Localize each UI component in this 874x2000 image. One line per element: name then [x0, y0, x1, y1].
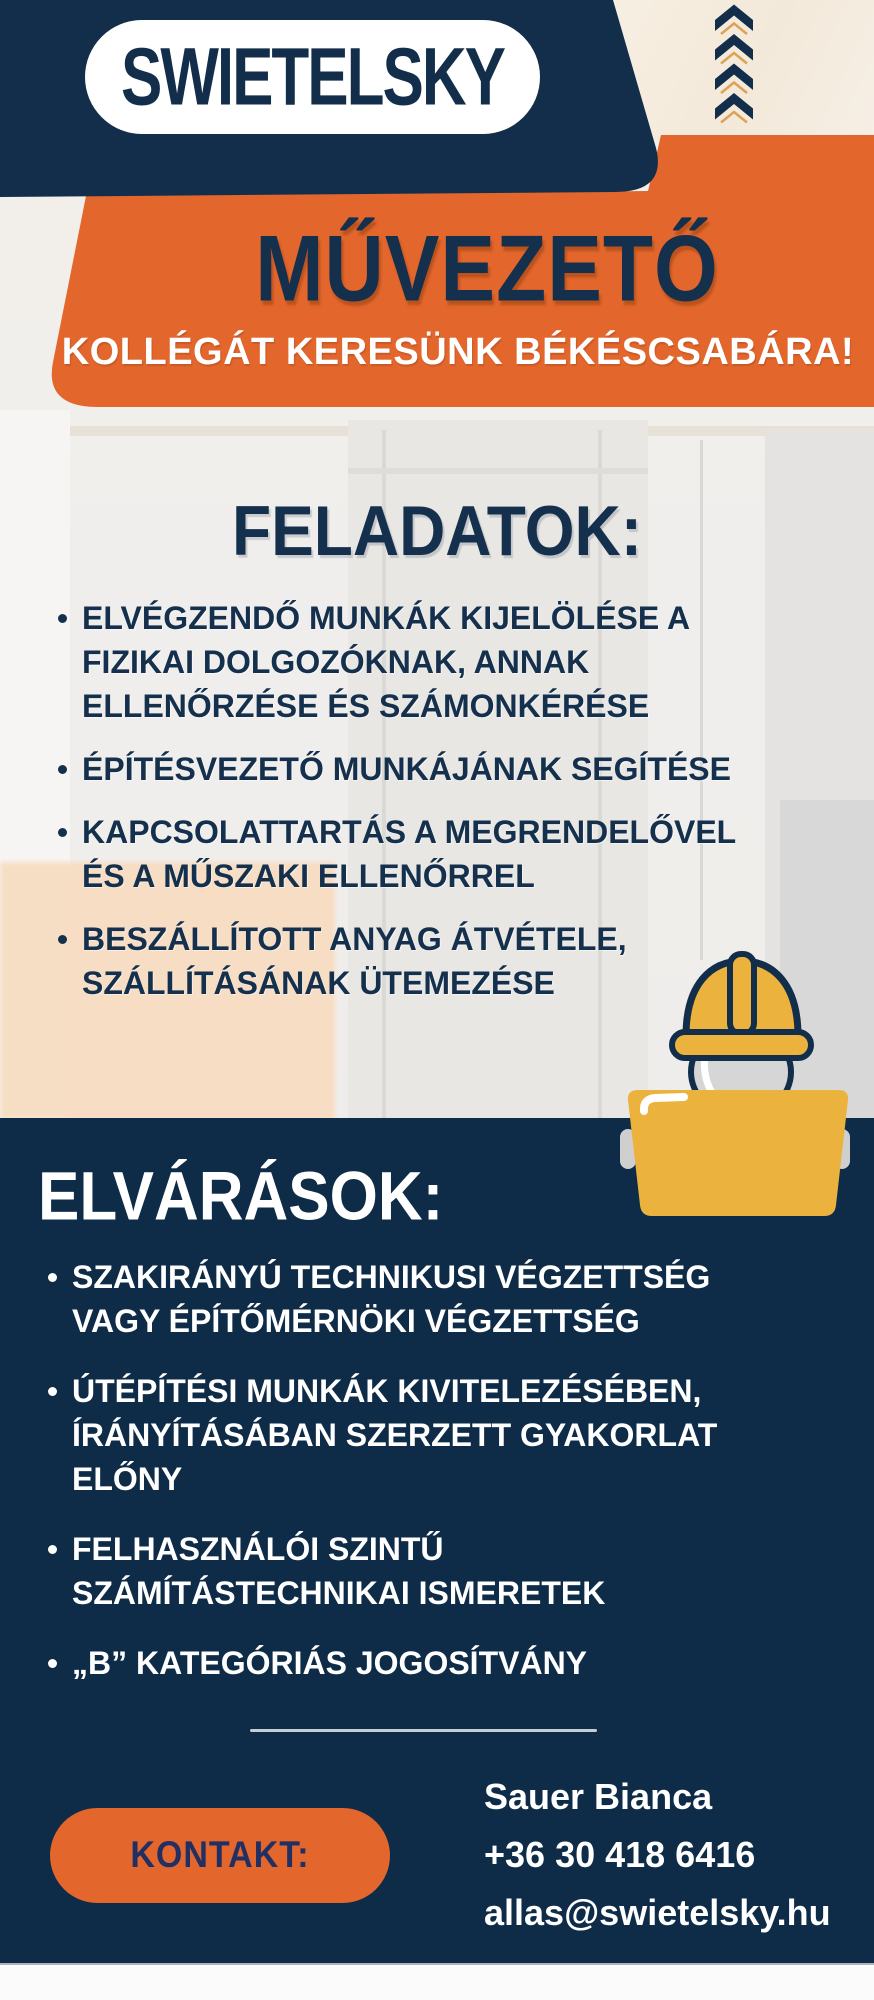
task-item [58, 596, 848, 728]
job-title: MŰVEZETŐ [255, 217, 719, 321]
task-item [58, 747, 848, 791]
task-item-text [82, 596, 690, 728]
requirements-section [0, 1118, 874, 1963]
requirement-line: ÚTÉPÍTÉSI MUNKÁK KIVITELEZÉSÉBEN, [72, 1373, 702, 1409]
up-chevrons-icon [712, 3, 756, 135]
bullet-dot [58, 935, 67, 944]
requirement-line: VAGY ÉPÍTŐMÉRNÖKI VÉGZETTSÉG [72, 1303, 640, 1339]
bullet-dot [48, 1387, 57, 1396]
task-line: KAPCSOLATTARTÁS A MEGRENDELŐVEL [82, 814, 737, 850]
tasks-heading: FELADATOK: [231, 491, 643, 571]
requirement-item-text [72, 1369, 717, 1501]
requirement-item [48, 1255, 848, 1343]
requirement-item-text [72, 1255, 710, 1343]
requirement-line: SZÁMÍTÁSTECHNIKAI ISMERETEK [72, 1575, 606, 1611]
kontakt-button-label: KONTAKT: [130, 1834, 310, 1876]
task-line: ELLENŐRZÉSE ÉS SZÁMONKÉRÉSE [82, 688, 650, 724]
bottom-strip [0, 1963, 874, 2000]
bullet-dot [58, 828, 67, 837]
task-item [58, 810, 848, 898]
bullet-dot [48, 1273, 57, 1282]
task-item-text [82, 917, 627, 1005]
task-item-text [82, 810, 736, 898]
task-line: BESZÁLLÍTOTT ANYAG ÁTVÉTELE, [82, 921, 627, 957]
requirement-line: ELŐNY [72, 1461, 183, 1497]
requirement-item [48, 1527, 848, 1615]
requirement-line: FELHASZNÁLÓI SZINTŰ [72, 1531, 444, 1567]
job-subtitle: KOLLÉGÁT KERESÜNK BÉKÉSCSABÁRA! [61, 331, 855, 373]
bullet-dot [58, 765, 67, 774]
task-line: FIZIKAI DOLGOZÓKNAK, ANNAK [82, 644, 590, 680]
contact-phone[interactable]: +36 30 418 6416 [484, 1834, 756, 1875]
swietelsky-logo [85, 20, 540, 134]
task-line: ÉS A MŰSZAKI ELLENŐRREL [82, 858, 535, 894]
requirement-line: ÍRÁNYÍTÁSÁBAN SZERZETT GYAKORLAT [72, 1417, 718, 1453]
requirement-item [48, 1641, 848, 1685]
requirement-item-text [72, 1527, 605, 1615]
task-line: SZÁLLÍTÁSÁNAK ÜTEMEZÉSE [82, 965, 555, 1001]
requirement-item-text [72, 1641, 587, 1685]
divider-line [250, 1729, 597, 1732]
requirements-list [48, 1255, 848, 1711]
requirement-line: SZAKIRÁNYÚ TECHNIKUSI VÉGZETTSÉG [72, 1259, 711, 1295]
kontakt-button[interactable] [50, 1808, 390, 1903]
requirement-item [48, 1369, 848, 1501]
bullet-dot [48, 1659, 57, 1668]
contact-name: Sauer Bianca [484, 1776, 713, 1817]
task-line: ÉPÍTÉSVEZETŐ MUNKÁJÁNAK SEGÍTÉSE [82, 751, 731, 787]
contact-email[interactable]: allas@swietelsky.hu [484, 1892, 831, 1933]
requirement-line: „B” KATEGÓRIÁS JOGOSÍTVÁNY [72, 1645, 588, 1681]
bullet-dot [58, 614, 67, 623]
photo-texture-beam [348, 468, 648, 474]
task-line: ELVÉGZENDŐ MUNKÁK KIJELÖLÉSE A [82, 600, 691, 636]
bullet-dot [48, 1545, 57, 1554]
logo-text: SWIETELSKY [120, 31, 505, 123]
requirements-heading: ELVÁRÁSOK: [38, 1159, 444, 1235]
construction-worker-icon [608, 948, 862, 1223]
task-item-text [82, 747, 731, 791]
contact-block [484, 1768, 831, 1942]
